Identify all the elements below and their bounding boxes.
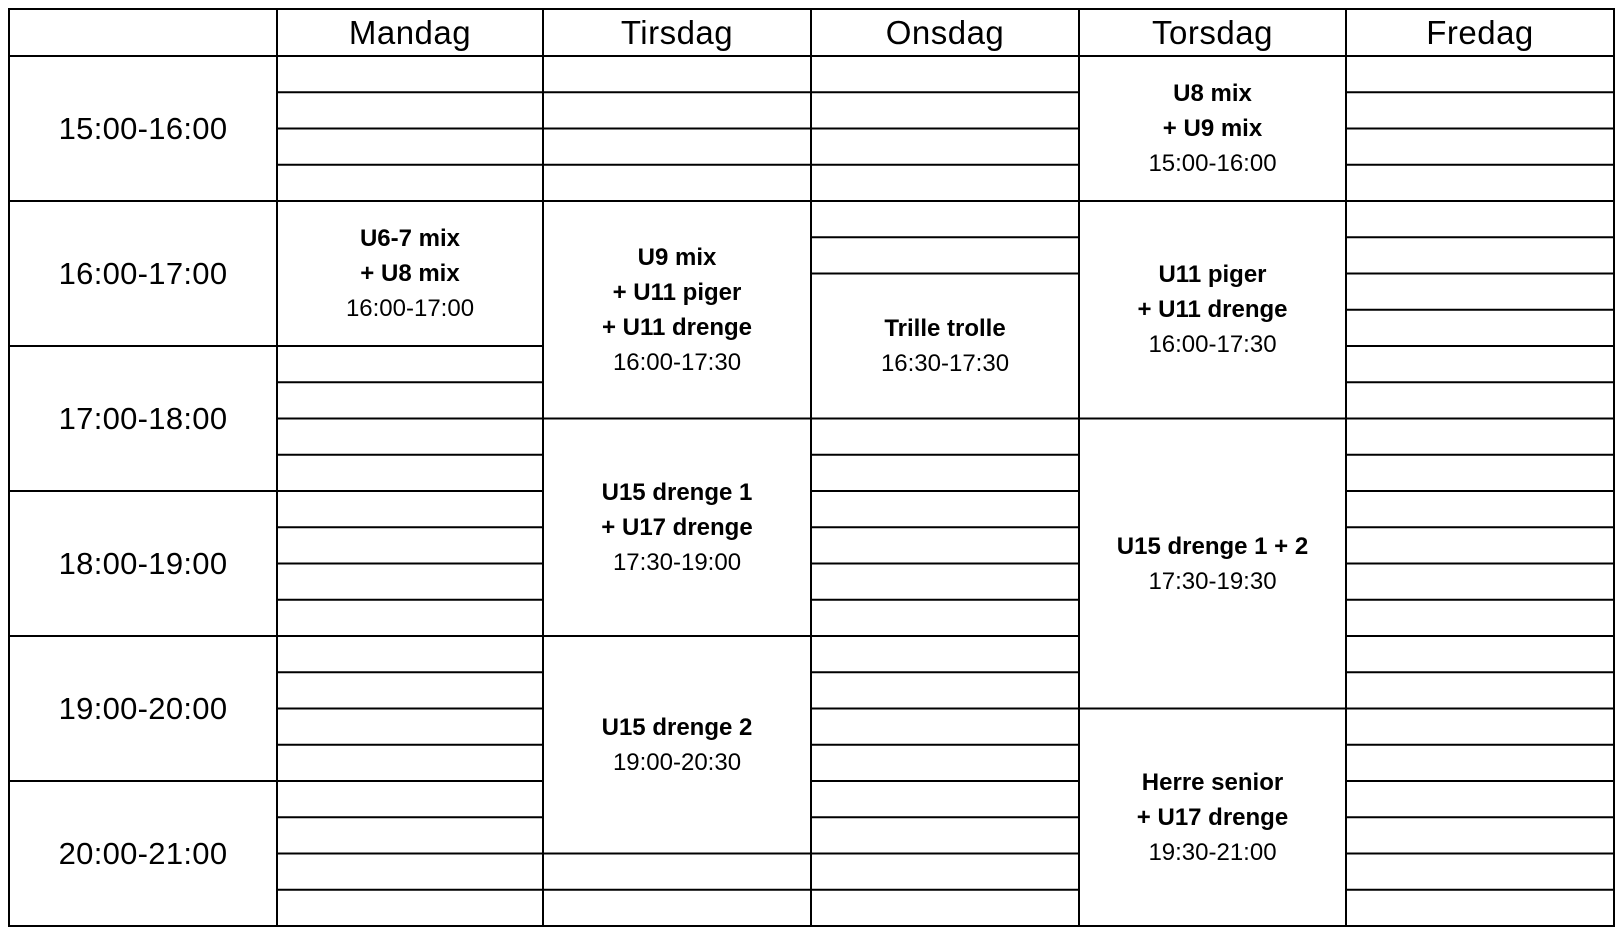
day-header-mandag: Mandag [348, 13, 472, 51]
event-time-label: 19:00-20:30 [612, 748, 742, 776]
event-time-label: 16:00-17:00 [345, 295, 475, 322]
time-slot-label: 16:00-17:00 [58, 255, 228, 291]
event-block [543, 636, 811, 854]
event-block [543, 201, 811, 419]
event-team-label: + U9 mix [1162, 115, 1263, 142]
event-team-label: U11 piger [1158, 261, 1267, 289]
event-team-label: Trille trolle [884, 315, 1006, 342]
event-time-label: 17:30-19:00 [612, 548, 742, 576]
event-team-label: U15 drenge 1 [601, 478, 753, 506]
time-slot-label: 19:00-20:00 [58, 690, 228, 726]
event-team-label: + U11 piger [612, 278, 742, 306]
event-time-label: 16:00-17:30 [1148, 331, 1277, 359]
time-slot-label: 17:00-18:00 [58, 400, 228, 436]
day-header-torsdag: Torsdag [1152, 13, 1273, 51]
event-team-label: + U8 mix [360, 260, 460, 287]
event-team-label: + U11 drenge [601, 313, 753, 341]
event-team-label: U8 mix [1173, 80, 1252, 107]
day-header-onsdag: Onsdag [885, 13, 1005, 51]
event-block [1079, 201, 1346, 419]
event-block [277, 201, 543, 346]
event-block [811, 274, 1079, 419]
event-team-label: U15 drenge 2 [601, 713, 753, 741]
event-time-label: 19:30-21:00 [1148, 838, 1277, 866]
event-time-label: 16:00-17:30 [612, 348, 742, 376]
event-block [1079, 419, 1346, 709]
event-time-label: 15:00-16:00 [1148, 150, 1277, 177]
event-block [1079, 709, 1346, 927]
event-team-label: U9 mix [637, 243, 717, 271]
event-team-label: U6-7 mix [359, 225, 461, 252]
day-header-tirsdag: Tirsdag [620, 13, 734, 51]
time-slot-label: 18:00-19:00 [58, 545, 228, 581]
time-slot-label: 20:00-21:00 [58, 835, 228, 871]
event-block [543, 419, 811, 637]
day-header-fredag: Fredag [1426, 13, 1534, 51]
event-team-label: U15 drenge 1 + 2 [1116, 532, 1309, 560]
event-team-label: Herre senior [1141, 768, 1284, 796]
time-slot-label: 15:00-16:00 [58, 110, 228, 146]
event-team-label: + U17 drenge [1136, 803, 1289, 831]
event-team-label: + U11 drenge [1137, 296, 1288, 324]
event-block [1079, 56, 1346, 201]
event-time-label: 16:30-17:30 [880, 350, 1010, 377]
event-team-label: + U17 drenge [601, 513, 753, 541]
event-time-label: 17:30-19:30 [1148, 567, 1277, 595]
